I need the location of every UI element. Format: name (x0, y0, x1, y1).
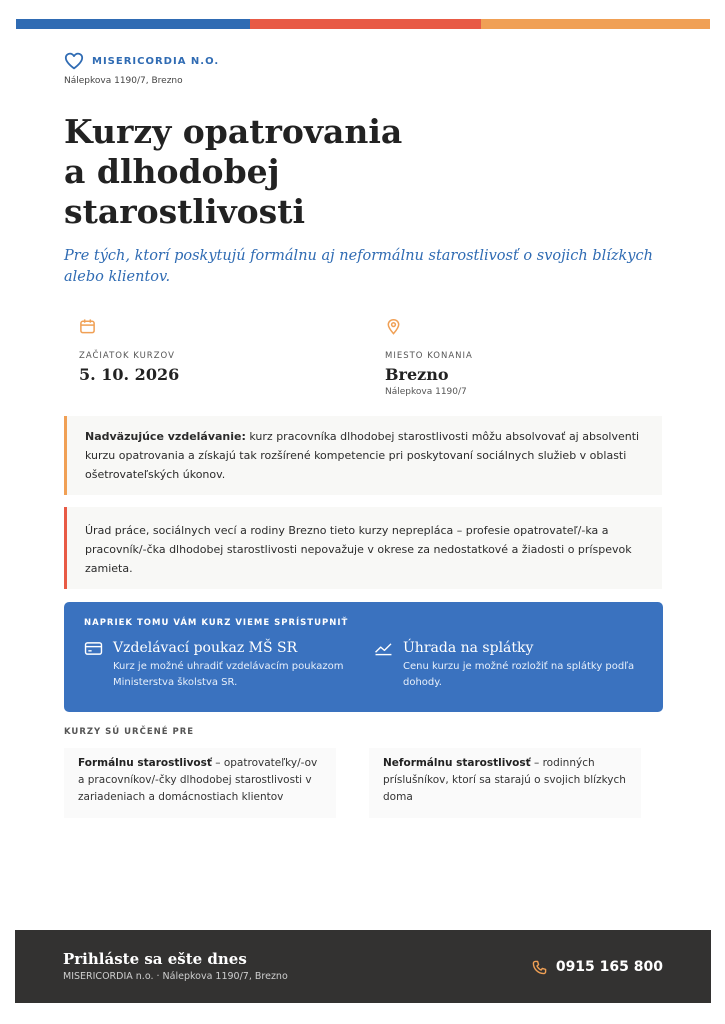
note-continuing-education (64, 416, 662, 495)
offer-voucher-title: Vzdelávací poukaz MŠ SR (113, 640, 298, 656)
brand-address: Nálepkova 1190/7, Brezno (64, 76, 183, 86)
brand-name: MISERICORDIA N.O. (92, 55, 220, 67)
place-city: Brezno (385, 365, 449, 384)
calendar-icon (79, 318, 96, 335)
audience-card-informal (369, 748, 641, 818)
audience-informal-text: – rodinných príslušníkov, ktorí sa starajú o svojich blízkych doma (383, 757, 626, 803)
top-color-bar (16, 19, 710, 29)
footer-phone[interactable] (532, 959, 663, 975)
offer-installments-title: Úhrada na splátky (403, 640, 534, 656)
bar-segment-blue (16, 19, 250, 29)
title-line-1: Kurzy opatrovania (64, 112, 403, 151)
title-line-2: a dlhodobej (64, 152, 280, 191)
footer-cta: Prihláste sa ešte dnes (63, 950, 247, 968)
phone-icon (532, 960, 547, 975)
place-info (385, 318, 473, 397)
card-icon (84, 641, 103, 656)
heart-icon (64, 52, 84, 70)
audience-card-formal (64, 748, 336, 818)
audience-heading: KURZY SÚ URČENÉ PRE (64, 727, 195, 737)
offer-box (64, 602, 663, 712)
bar-segment-red (250, 19, 481, 29)
footer (15, 930, 711, 1003)
offer-item-voucher (84, 640, 354, 691)
subtitle: Pre tých, ktorí poskytujú formálnu aj neformálnu starostlivosť o svojich blízkych alebo klientov. (64, 248, 653, 285)
brand-block (64, 52, 219, 86)
location-pin-icon (385, 318, 402, 335)
title-line-3: starostlivosti (64, 192, 306, 231)
offer-heading: NAPRIEK TOMU VÁM KURZ VIEME SPRÍSTUPNIŤ (84, 618, 349, 628)
offer-item-installments (374, 640, 644, 691)
footer-org: MISERICORDIA n.o. · Nálepkova 1190/7, Brezno (63, 971, 288, 982)
audience-informal-bold: Neformálnu starostlivosť (383, 757, 531, 769)
start-info (79, 318, 179, 384)
note-2-text: Úrad práce, sociálnych vecí a rodiny Brezno tieto kurzy nepreplácа – profesie opatrovateľ/-ka a pracovník/-čka dlhodobej starostlivosti nepovažuje v okrese za nedostatkové a žiadosti o príspevok zamieta. (85, 524, 632, 575)
phone-number[interactable]: 0915 165 800 (555, 959, 663, 975)
trend-icon (374, 641, 393, 656)
start-label: ZAČIATOK KURZOV (79, 351, 175, 361)
page-title (64, 112, 484, 232)
offer-voucher-desc: Kurz je možné uhradiť vzdelávacím poukazom Ministerstva školstva SR. (113, 661, 344, 688)
audience-formal-bold: Formálnu starostlivosť (78, 757, 212, 769)
audience-formal-text: – opatrovateľky/-ov a pracovníkov/-čky dlhodobej starostlivosti v zariadeniach a domácnostiach klientov (78, 757, 318, 803)
note-1-bold: Nadväzujúce vzdelávanie: (85, 430, 246, 443)
place-address: Nálepkova 1190/7 (385, 387, 467, 397)
place-label: MIESTO KONANIA (385, 351, 473, 361)
note-1-text: kurz pracovníka dlhodobej starostlivosti môžu absolvovať aj absolventi kurzu opatrovania a získajú tak rozšírené kompetencie pri poskytovaní sociálnych služieb v oblasti ošetrovateľských úkonov. (85, 430, 640, 481)
bar-segment-orange (481, 19, 710, 29)
offer-installments-desc: Cenu kurzu je možné rozložiť na splátky podľa dohody. (403, 661, 635, 688)
start-date: 5. 10. 2026 (79, 365, 180, 384)
note-labor-office (64, 507, 662, 589)
